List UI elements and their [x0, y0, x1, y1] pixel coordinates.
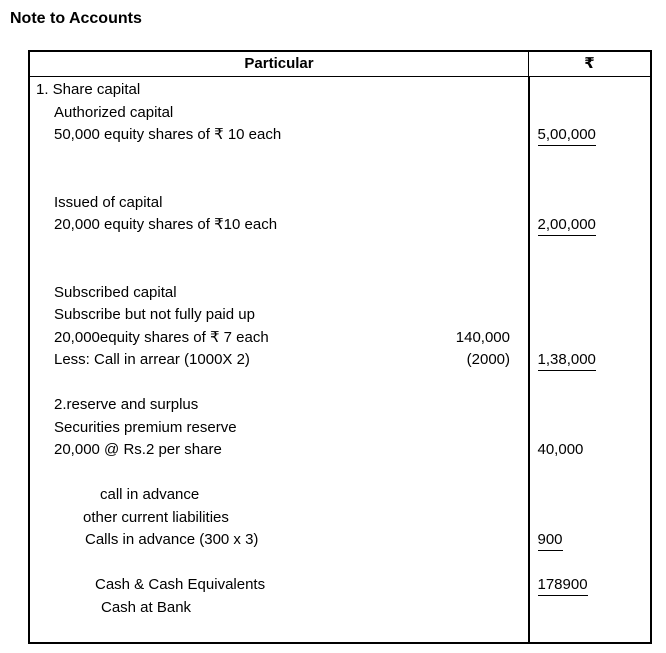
amount-cell — [528, 462, 650, 485]
table-row — [30, 237, 650, 260]
inner-amount — [420, 102, 528, 125]
particular-cell — [30, 349, 528, 372]
particular-text: 2.reserve and surplus — [54, 396, 199, 413]
inner-amount — [420, 597, 528, 620]
amount-value: 900 — [538, 530, 563, 551]
inner-amount: 140,000 — [455, 328, 510, 346]
particular-cell — [30, 529, 528, 552]
particular-cell — [30, 574, 528, 597]
particular-text: Cash at Bank — [101, 598, 192, 616]
amount-cell — [528, 619, 650, 642]
amount-cell — [528, 102, 650, 125]
amount-value: 1,38,000 — [538, 350, 596, 371]
amount-cell — [528, 529, 650, 552]
table-row — [30, 462, 650, 485]
amount-cell — [528, 192, 650, 215]
column-header-particular: Particular — [30, 52, 529, 76]
table-row — [30, 574, 650, 597]
inner-amount — [420, 574, 528, 597]
table-row — [30, 147, 650, 170]
table-header-row — [30, 52, 650, 77]
amount-cell — [528, 79, 650, 102]
table-row — [30, 439, 650, 462]
table-row — [30, 417, 650, 440]
particular-text: Authorized capital — [54, 103, 174, 121]
particular-cell — [30, 394, 528, 417]
inner-amount — [420, 192, 528, 215]
inner-amount — [420, 79, 528, 102]
particular-text: 20,000 @ Rs.2 per share — [54, 441, 222, 458]
table-row — [30, 124, 650, 147]
inner-amount — [420, 529, 528, 552]
particular-cell — [30, 304, 528, 327]
table-row — [30, 79, 650, 102]
particular-text: 20,000equity shares of ₹ 7 each — [54, 328, 269, 346]
amount-cell — [528, 304, 650, 327]
amount-value: 5,00,000 — [538, 125, 596, 146]
table-row — [30, 327, 650, 350]
table-row — [30, 214, 650, 237]
amount-cell — [528, 552, 650, 575]
amount-cell — [528, 484, 650, 507]
amount-cell — [528, 169, 650, 192]
particular-text: Cash & Cash Equivalents — [95, 576, 266, 593]
table-row — [30, 259, 650, 282]
inner-amount — [420, 507, 528, 530]
particular-text: 20,000 equity shares of ₹10 each — [54, 216, 278, 233]
particular-cell — [30, 507, 528, 530]
particular-cell — [30, 439, 528, 462]
table-row — [30, 282, 650, 305]
inner-amount — [420, 394, 528, 417]
particular-text: Issued of capital — [54, 193, 163, 211]
table-row — [30, 349, 650, 372]
particular-text: Less: Call in arrear (1000X 2) — [54, 351, 250, 368]
particular-text: other current liabilities — [83, 508, 229, 526]
amount-cell — [528, 147, 650, 170]
inner-amount — [420, 439, 528, 462]
amount-cell — [528, 259, 650, 282]
particular-cell — [30, 79, 528, 102]
amount-cell — [528, 124, 650, 147]
amount-cell — [528, 597, 650, 620]
particular-cell — [30, 214, 528, 237]
amount-value: 40,000 — [537, 441, 584, 458]
amount-value: 2,00,000 — [538, 215, 596, 236]
amount-cell — [528, 439, 650, 462]
column-header-amount: ₹ — [584, 55, 595, 72]
amount-cell — [528, 417, 650, 440]
amount-cell — [528, 507, 650, 530]
table-row — [30, 192, 650, 215]
amount-cell — [528, 394, 650, 417]
table-row — [30, 372, 650, 395]
particular-text: call in advance — [100, 486, 200, 503]
amount-cell — [528, 574, 650, 597]
table-row — [30, 552, 650, 575]
inner-amount — [420, 124, 528, 147]
table-row — [30, 597, 650, 620]
amount-value: 178900 — [538, 575, 588, 596]
particular-text: Subscribed capital — [54, 283, 177, 301]
table-body — [30, 77, 650, 642]
particular-text: Calls in advance (300 x 3) — [85, 531, 259, 548]
amount-cell — [528, 372, 650, 395]
particular-cell — [30, 417, 528, 440]
table-row — [30, 507, 650, 530]
particular-text: Subscribe but not fully paid up — [54, 306, 255, 323]
inner-amount: (2000) — [466, 351, 510, 368]
note-to-accounts-table — [28, 50, 652, 644]
particular-cell — [30, 484, 528, 507]
table-row — [30, 304, 650, 327]
column-divider — [528, 77, 530, 642]
inner-amount — [420, 214, 528, 237]
particular-cell — [30, 124, 528, 147]
amount-cell — [528, 214, 650, 237]
particular-text: 50,000 equity shares of ₹ 10 each — [54, 126, 282, 143]
table-row — [30, 102, 650, 125]
particular-cell — [30, 327, 528, 350]
amount-cell — [528, 349, 650, 372]
particular-cell — [30, 282, 528, 305]
table-row — [30, 169, 650, 192]
amount-cell — [528, 237, 650, 260]
page-title: Note to Accounts — [10, 10, 142, 27]
table-row — [30, 529, 650, 552]
inner-amount — [420, 304, 528, 327]
inner-amount — [420, 484, 528, 507]
table-row — [30, 619, 650, 642]
amount-cell — [528, 282, 650, 305]
table-row — [30, 484, 650, 507]
particular-cell — [30, 102, 528, 125]
particular-text: Securities premium reserve — [54, 418, 237, 436]
particular-text: 1. Share capital — [36, 81, 141, 98]
table-row — [30, 394, 650, 417]
particular-cell — [30, 597, 528, 620]
inner-amount — [420, 282, 528, 305]
inner-amount — [420, 417, 528, 440]
particular-cell — [30, 192, 528, 215]
amount-cell — [528, 327, 650, 350]
